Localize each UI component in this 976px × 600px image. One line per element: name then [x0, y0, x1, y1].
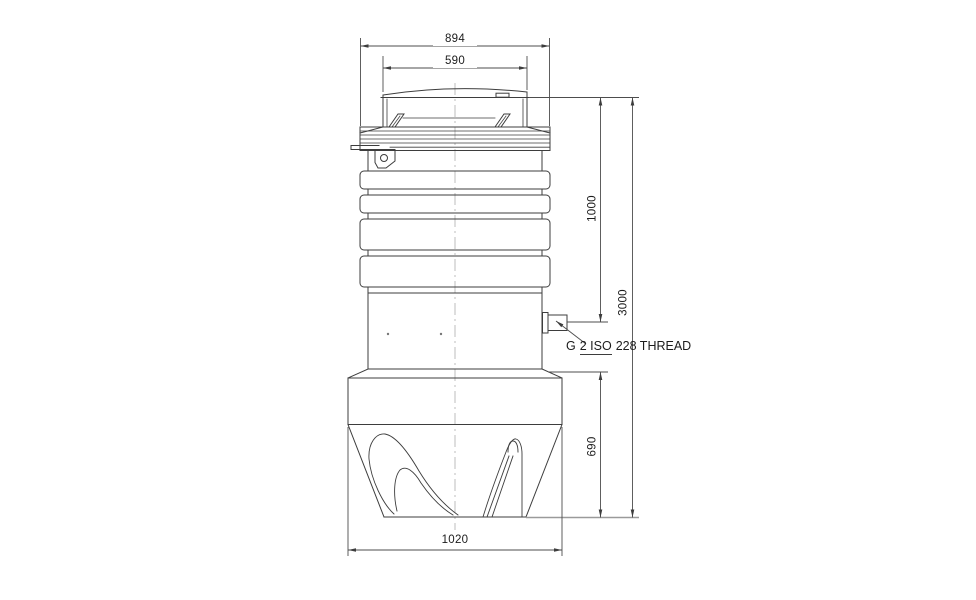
thread-annotation-underlined: 2 ISO: [579, 339, 612, 353]
thread-annotation-suffix: 228 THREAD: [615, 339, 692, 353]
base-volute-curves: [369, 434, 522, 517]
lock-bracket: [351, 146, 395, 169]
lid-hinge-tabs: [389, 114, 510, 127]
thread-annotation-prefix: G: [566, 339, 576, 353]
dimension-lines: [348, 38, 639, 556]
dim-base-height-label: 690: [587, 425, 600, 469]
dim-base-width-label: 1020: [433, 534, 477, 547]
dim-lid-width-label: 590: [433, 55, 477, 68]
dim-upper-height-label: 1000: [587, 187, 600, 231]
thread-annotation: [566, 339, 691, 355]
dim-top-width-label: 894: [433, 33, 477, 46]
tank-outline: [348, 89, 567, 517]
dimension-arrowheads: [348, 44, 634, 552]
thread-boss: [543, 313, 568, 334]
dim-total-height-label: 3000: [618, 281, 631, 325]
